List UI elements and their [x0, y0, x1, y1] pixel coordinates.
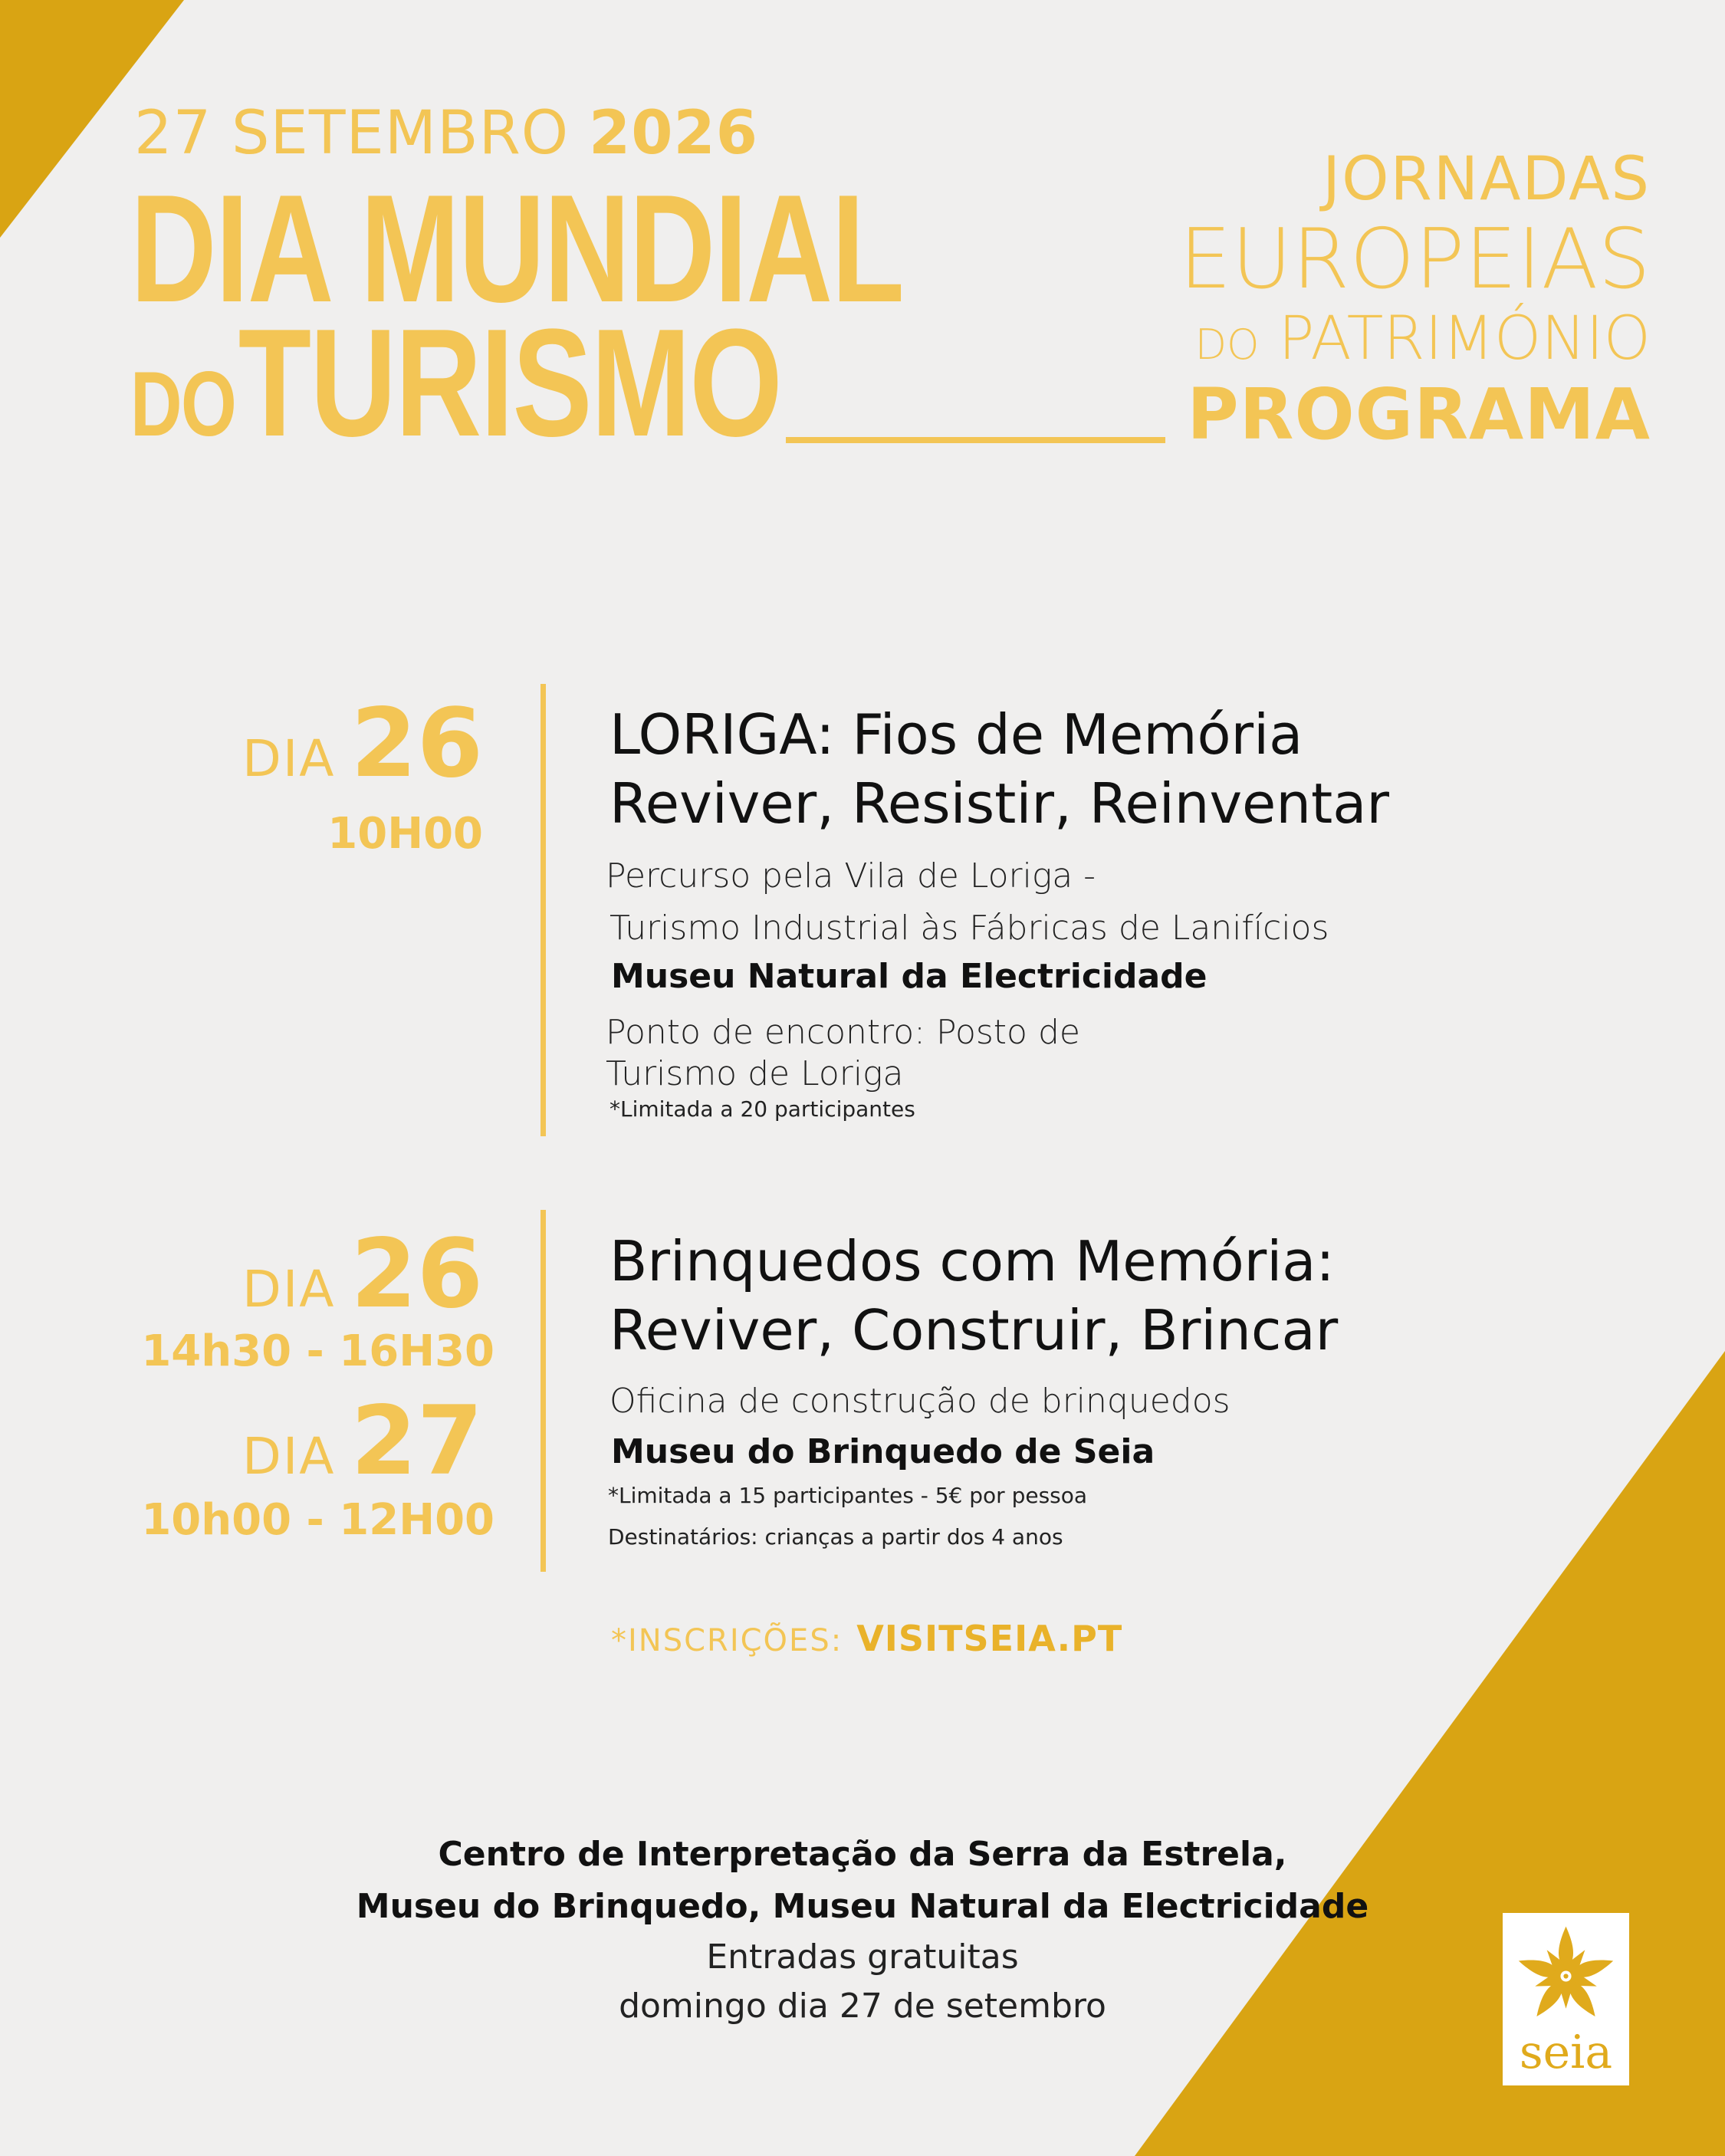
- registration-label: *INSCRIÇÕES:: [611, 1623, 843, 1658]
- footer-line4: domingo dia 27 de setembro: [619, 1987, 1106, 2026]
- main-title-line1: DIA MUNDIAL: [130, 163, 904, 334]
- event2-time2: 10h00 - 12H00: [141, 1495, 495, 1545]
- footer-info: [0, 1829, 1725, 2031]
- event-date-header: [134, 99, 759, 168]
- event1-divider: [540, 684, 546, 1136]
- event1-title-line1: LORIGA: Fios de Memória: [610, 702, 1303, 767]
- event1-date: [242, 689, 483, 799]
- heritage-days-header: [1179, 145, 1651, 455]
- event2-time1: 14h30 - 16H30: [141, 1326, 495, 1376]
- patrimonio-label: PATRIMÓNIO: [1278, 304, 1651, 373]
- event2-day1-number: 26: [350, 1219, 483, 1329]
- date-year: 2026: [588, 99, 759, 168]
- main-title-turismo: TURISMO: [238, 297, 782, 468]
- patrimonio-do: DO: [1194, 320, 1260, 369]
- programa-label: PROGRAMA: [1187, 373, 1651, 455]
- event2-desc: Oficina de construção de brinquedos: [610, 1382, 1230, 1421]
- footer-line2: Museu do Brinquedo, Museu Natural da Electricidade: [356, 1887, 1369, 1927]
- event2-dia2-label: DIA: [242, 1427, 336, 1486]
- jornadas-label: JORNADAS: [1322, 145, 1651, 214]
- event2-dia1-label: DIA: [242, 1260, 336, 1319]
- main-title-line2: [130, 297, 782, 468]
- flower-icon: [1512, 1922, 1620, 2030]
- event2-day2-number: 27: [350, 1386, 483, 1497]
- event1-limit-note: *Limitada a 20 participantes: [610, 1096, 915, 1122]
- event1-title-line2: Reviver, Resistir, Reinventar: [610, 771, 1389, 836]
- seia-wordmark: seia: [1519, 2026, 1613, 2079]
- event2-title-line1: Brinquedos com Memória:: [610, 1229, 1335, 1293]
- event2-date1: [242, 1219, 483, 1329]
- seia-logo: [1503, 1913, 1629, 2085]
- header-divider: [786, 437, 1165, 443]
- event2-divider: [540, 1210, 546, 1572]
- event2-date2: [242, 1386, 483, 1497]
- event1-meeting-line1: Ponto de encontro: Posto de: [606, 1013, 1080, 1052]
- event1-desc-line1: Percurso pela Vila de Loriga -: [606, 856, 1096, 896]
- registration-link[interactable]: VISITSEIA.PT: [856, 1618, 1123, 1659]
- footer-line3: Entradas gratuitas: [706, 1937, 1019, 1977]
- europeias-label: EUROPEIAS: [1179, 212, 1651, 307]
- event2-title-line2: Reviver, Construir, Brincar: [610, 1298, 1339, 1362]
- main-title-do: DO: [130, 353, 236, 455]
- event1-day-number: 26: [350, 689, 483, 799]
- event1-meeting-line2: Turismo de Loriga: [606, 1054, 904, 1093]
- event1-venue: Museu Natural da Electricidade: [611, 957, 1208, 996]
- event1-desc-line2: Turismo Industrial às Fábricas de Lanifícios: [610, 909, 1329, 948]
- event2-audience-note: Destinatários: crianças a partir dos 4 anos: [608, 1524, 1063, 1550]
- event1-time: 10H00: [327, 809, 483, 859]
- event1-dia-label: DIA: [242, 729, 336, 788]
- patrimonio-line: [1179, 304, 1651, 373]
- date-prefix: 27 SETEMBRO: [134, 99, 570, 168]
- footer-line1: Centro de Interpretação da Serra da Estrela,: [438, 1835, 1287, 1874]
- registration: [611, 1618, 1122, 1659]
- event2-venue: Museu do Brinquedo de Seia: [611, 1432, 1155, 1471]
- corner-triangle-bottom-right: [1135, 1351, 1725, 2156]
- event2-limit-note: *Limitada a 15 participantes - 5€ por pessoa: [608, 1483, 1088, 1508]
